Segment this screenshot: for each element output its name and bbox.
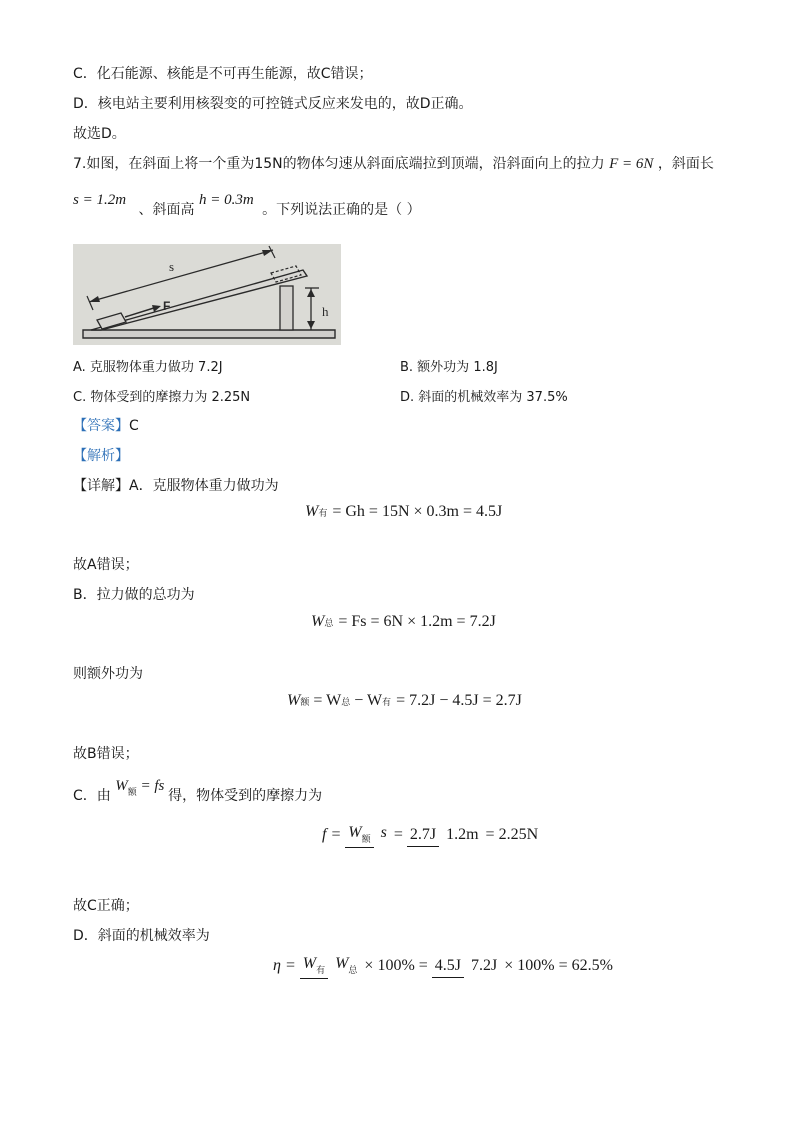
label-F: F	[163, 299, 171, 313]
eq3-sub2: 总	[341, 697, 351, 708]
eq4-den2: 1.2m	[446, 825, 479, 843]
b-intro: B．拉力做的总功为	[73, 587, 195, 603]
eq4-frac1	[345, 822, 390, 848]
a-wrong: 故A错误；	[73, 557, 139, 573]
eq4-num-w: W	[348, 824, 362, 841]
c-inline-w: W	[115, 778, 128, 794]
eq5-den-w: W	[335, 955, 349, 972]
eq5-den-sub: 总	[348, 966, 358, 976]
eq4-frac2	[407, 824, 482, 847]
eq5-den2: 7.2J	[471, 956, 498, 974]
q7-text-part2: ，斜面长	[657, 156, 714, 172]
answer-tag: 【答案】	[73, 418, 129, 434]
q7-text-part4: 。下列说法正确的是（ ）	[262, 202, 421, 218]
eq2-sub: 总	[324, 618, 334, 629]
eq1-rhs: = Gh = 15N × 0.3m = 4.5J	[332, 503, 503, 520]
b-wrong: 故B错误；	[73, 746, 139, 762]
eq3-w1: W	[287, 692, 301, 709]
c-inline-rhs: = fs	[140, 778, 165, 794]
line-d-prev: D．核电站主要利用核裂变的可控链式反应来发电的，故D正确。	[73, 96, 473, 112]
eq3-mid2: − W	[354, 692, 383, 709]
eq4-eq: =	[393, 826, 403, 843]
option-b: B. 额外功为 1.8J	[400, 360, 498, 375]
c-post: 得，物体受到的摩擦力为	[168, 788, 323, 804]
eq4-rhs: = 2.25N	[485, 826, 539, 843]
equation-extra-work	[287, 692, 522, 710]
q7-text-part3: 、斜面高	[138, 202, 195, 218]
label-s: s	[169, 259, 175, 274]
extra-intro: 则额外功为	[73, 666, 143, 682]
eq3-rhs: = 7.2J − 4.5J = 2.7J	[396, 692, 522, 709]
eq5-num-sub: 有	[316, 966, 326, 976]
eq3-sub1: 额	[300, 697, 310, 708]
option-d: D. 斜面的机械效率为 37.5%	[400, 390, 568, 405]
eq4-lhs: f =	[322, 826, 342, 843]
c-inline-formula	[115, 778, 168, 798]
eq4-num2: 2.7J	[407, 826, 439, 847]
equation-friction	[322, 822, 538, 848]
eq3-mid1: = W	[313, 692, 342, 709]
incline-figure	[73, 244, 341, 345]
label-h: h	[322, 304, 329, 319]
q7-line1	[73, 154, 714, 174]
eq5-rhs: × 100% = 62.5%	[504, 957, 613, 974]
eq5-frac2	[432, 955, 500, 978]
q7-height-value: h = 0.3m	[198, 192, 254, 208]
analysis-detail: 【详解】A．克服物体重力做功为	[73, 478, 279, 494]
eq4-den: s	[380, 824, 387, 841]
q7-text-part1: 7.如图，在斜面上将一个重为15N的物体匀速从斜面底端拉到顶端，沿斜面向上的拉力	[73, 156, 605, 172]
incline-diagram	[73, 244, 341, 345]
eq5-num-w: W	[302, 955, 317, 972]
analysis-tag: 【解析】	[73, 448, 129, 464]
eq2-rhs: = Fs = 6N × 1.2m = 7.2J	[338, 613, 496, 630]
c-inline-sub: 额	[127, 788, 137, 798]
eq2-w: W	[311, 613, 325, 630]
eq5-lhs: η =	[273, 957, 296, 974]
c-right: 故C正确；	[73, 898, 139, 914]
answer-line	[73, 416, 139, 436]
c-pre: C．由	[73, 788, 111, 804]
eq1-sub: 有	[318, 508, 328, 519]
c-intro-line	[73, 778, 323, 813]
equation-total-work	[311, 613, 496, 631]
option-a: A. 克服物体重力做功 7.2J	[73, 360, 223, 375]
eq3-sub3: 有	[382, 697, 392, 708]
line-choose-d: 故选D。	[73, 126, 126, 142]
q7-line2	[73, 192, 421, 218]
eq5-frac1	[300, 953, 361, 979]
d-intro: D．斜面的机械效率为	[73, 928, 210, 944]
answer-value: C	[129, 418, 139, 434]
equation-efficiency	[273, 953, 613, 979]
eq5-times1: × 100% =	[364, 957, 428, 974]
q7-force-value: F = 6N	[609, 156, 654, 172]
equation-useful-work	[305, 503, 502, 521]
line-c-prev: C．化石能源、核能是不可再生能源，故C错误；	[73, 66, 373, 82]
q7-length-value: s = 1.2m	[73, 192, 127, 208]
eq5-num2: 4.5J	[432, 957, 464, 978]
eq4-num-sub: 额	[361, 835, 371, 845]
option-c: C. 物体受到的摩擦力为 2.25N	[73, 390, 251, 405]
eq1-w: W	[305, 503, 319, 520]
